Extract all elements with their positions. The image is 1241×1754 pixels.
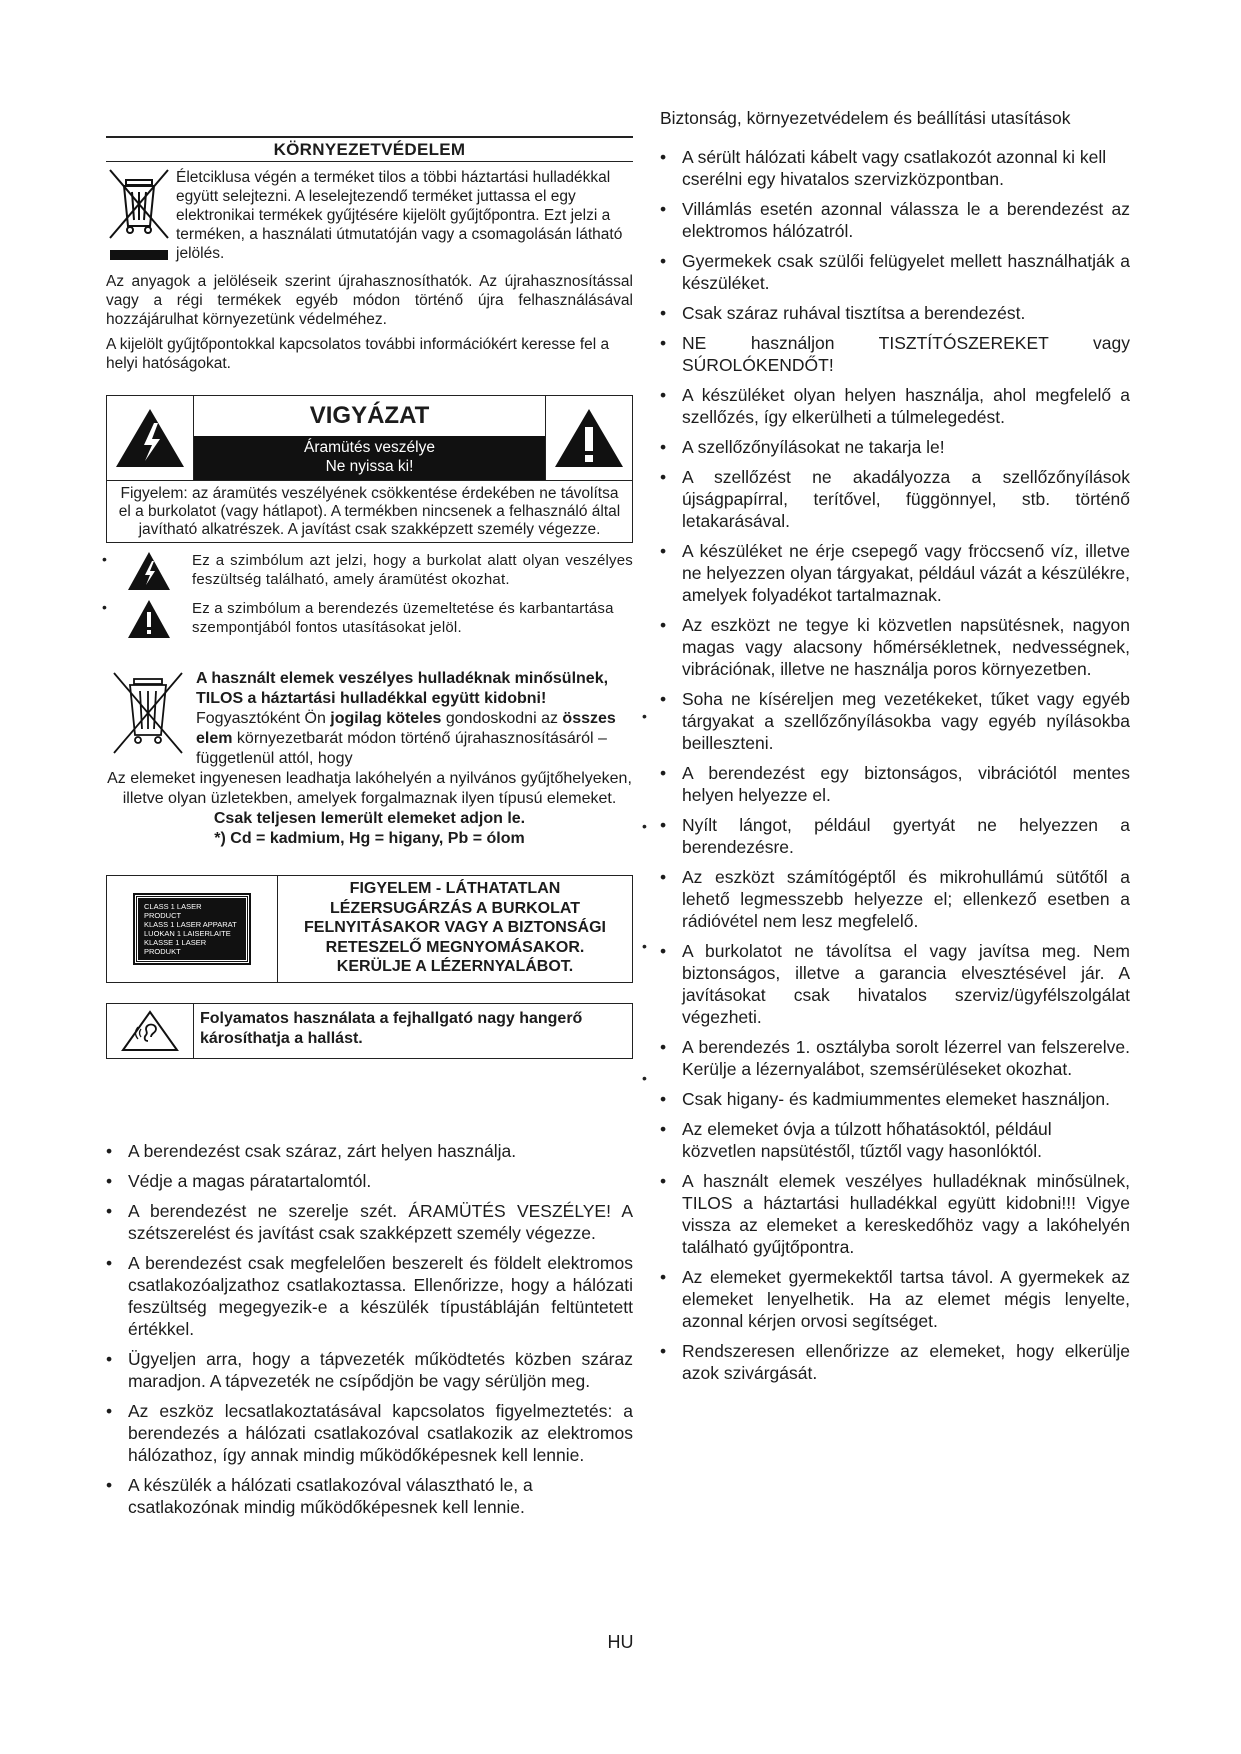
laser-warning-text: FIGYELEM - LÁTHATATLAN LÉZERSUGÁRZÁS A BURKOLAT FELNYITÁSAKOR VAGY A BIZTONSÁGI RETESZELŐ MEGNYOMÁSAKOR. KERÜLJE A LÉZERNYALÁBOT. <box>304 880 606 975</box>
stray-bullet: • <box>642 708 647 724</box>
list-item: • Az eszközt számítógéptől és mikrohullámú sütőtől a lehető legmesszebb helyezze el; ellenkező esetben a rádióvétel nem lesz megfelelő. <box>660 866 1130 932</box>
caution-title: VIGYÁZAT <box>309 402 430 429</box>
list-item: • Csak száraz ruhával tisztítsa a berendezést. <box>660 302 1130 324</box>
left-safety-list <box>106 1140 633 1526</box>
list-item: • A szellőzést ne akadályozza a szellőzőnyílások újságpapírral, terítővel, függönnyel, stb. történő letakarásával. <box>660 466 1130 532</box>
caution-text: Figyelem: az áramütés veszélyének csökkentése érdekében ne távolítsa el a burkolatot (vagy hátlapot). A termékben nincsenek a felhasználó által javítható alkatrészek. A javítást csak szakképzett személy végezze. <box>118 485 621 538</box>
exclamation-symbol-icon <box>106 599 192 639</box>
list-item: • A szellőzőnyílásokat ne takarja le! <box>660 436 1130 458</box>
battery-notice: A használt elemek veszélyes hulladéknak minősülnek, TILOS a háztartási hulladékkal együtt kidobni! Fogyasztóként Ön jogilag köteles gondoskodni az összes elem környezetbarát módon történő újrahasznosításáról – függetlenül attól, hogy Az elemeket ingyenesen leadhatja lakóhelyén a nyilvános gyűjtőhelyeken, illetve olyan üzletekben, amelyek forgalmaznak ilyen típusú elemeket. Csak teljesen lemerült elemeket adjon le. *) Cd = kadmium, Hg = higany, Pb = ólom <box>107 670 632 847</box>
list-item: • Soha ne kíséreljen meg vezetékeket, tűket vagy egyéb tárgyakat a szellőzőnyílásokba vagy egyéb nyílásokba beilleszteni. <box>660 688 1130 754</box>
list-item: • A burkolatot ne távolítsa el vagy javítsa meg. Nem biztonságos, illetve a garancia elvesztésével jár. A javításokat csak hivatalos szerviz/ügyfélszolgálat végezheti. <box>660 940 1130 1028</box>
list-item: • Az elemeket gyermekektől tartsa távol. A gyermekek az elemeket lenyelhetik. Ha az elemet mégis lenyelte, azonnal kérjen orvosi segítséget. <box>660 1266 1130 1332</box>
authority-text: A kijelölt gyűjtőpontokkal kapcsolatos további információkért keresse fel a helyi hatóságokat. <box>106 336 610 372</box>
battery-only-empty: Csak teljesen lemerült elemeket adjon le. <box>213 810 526 827</box>
page-language-code: HU <box>607 1632 634 1652</box>
list-item: • Az elemeket óvja a túlzott hőhatásoktól, például közvetlen napsütéstől, tűztől vagy hasonlóktól. <box>660 1118 1130 1162</box>
list-item: • Az eszköz lecsatlakoztatásával kapcsolatos figyelmeztetés: a berendezés a hálózati csatlakozóval csatlakozik az elektromos hálózathoz, így annak mindig működőképesnek kell lennie. <box>106 1400 633 1466</box>
laser-warning-box <box>106 875 633 983</box>
list-item: • A berendezés 1. osztályba sorolt lézerrel van felszerelve. Kerülje a lézernyalábot, szemsérüléseket okozhat. <box>660 1036 1130 1080</box>
caution-sub2: Ne nyissa ki! <box>325 458 414 475</box>
hearing-warning-box <box>106 1003 633 1059</box>
list-item: • NE használjon TISZTÍTÓSZEREKET vagy SÚROLÓKENDŐT! <box>660 332 1130 376</box>
stray-bullet: • <box>642 818 647 834</box>
list-item: • Villámlás esetén azonnal válassza le a berendezést az elektromos hálózatról. <box>660 198 1130 242</box>
crossed-bin-icon <box>106 166 172 267</box>
stray-bullet: • <box>642 938 647 954</box>
list-item: • Rendszeresen ellenőrizze az elemeket, hogy elkerülje azok szivárgását. <box>660 1340 1130 1384</box>
lightning-warning-icon <box>107 396 193 480</box>
hearing-warning-icon <box>107 1004 194 1058</box>
right-title: Biztonság, környezetvédelem és beállítási utasítások <box>660 108 1071 128</box>
weee-text: Életciklusa végén a terméket tilos a többi háztartási hulladékkal együtt selejtezni. A leselejtezendő terméket juttassa el egy elektronikai termékek gyűjtésére kijelölt gyűjtőpontra. Ezt jelzi a terméken, a használati útmutatóján vagy a csomagolásán látható jelölés. <box>176 169 623 262</box>
caution-box <box>106 395 633 543</box>
right-safety-list <box>660 146 1130 1384</box>
hearing-warning-text: Folyamatos használata a fejhallgató nagy hangerő károsíthatja a hallást. <box>200 1010 583 1047</box>
battery-bold1: A használt elemek veszélyes hulladéknak minősülnek, TILOS a háztartási hulladékkal együtt kidobni! <box>196 670 609 707</box>
list-item: • A berendezést csak megfelelően beszerelt és földelt elektromos csatlakozóaljzathoz csatlakoztassa. Ellenőrizze, hogy a hálózati feszültség megegyezik-e a készülék típustábláján feltüntetett értékkel. <box>106 1252 633 1340</box>
symbol1-text: Ez a szimbólum azt jelzi, hogy a burkolat alatt olyan veszélyes feszültség található, amely áramütést okozhat. <box>192 552 633 588</box>
list-item: • A készüléket ne érje csepegő vagy fröccsenő víz, illetve ne helyezzen olyan tárgyakat, például vázát a készülékre, amelyek folyadékot tartalmaznak. <box>660 540 1130 606</box>
list-item: • Nyílt lángot, például gyertyát ne helyezzen a berendezésre. <box>660 814 1130 858</box>
list-item: • A használt elemek veszélyes hulladéknak minősülnek, TILOS a háztartási hulladékkal együtt kidobni!!! Vigye vissza az elemeket a kereskedőhöz vagy a lakóhelyén található gyűjtőpontra. <box>660 1170 1130 1258</box>
list-item: • Ügyeljen arra, hogy a tápvezeték működtetés közben száraz maradjon. A tápvezeték ne csípődjön be vagy sérüljön meg. <box>106 1348 633 1392</box>
battery-return-text: Az elemeket ingyenesen leadhatja lakóhelyén a nyilvános gyűjtőhelyeken, illetve olyan üzletekben, amelyek forgalmaznak ilyen típusú elemeket. <box>107 770 632 807</box>
battery-bin-icon <box>106 669 196 769</box>
symbol-exclamation-row: • Ez a szimbólum a berendezés üzemeltetése és karbantartása szempontjából fontos utasításokat jelöl. <box>106 599 633 639</box>
caution-sub1: Áramütés veszélye <box>304 439 435 456</box>
list-item: • A berendezést egy biztonságos, vibrációtól mentes helyen helyezze el. <box>660 762 1130 806</box>
symbol2-text: Ez a szimbólum a berendezés üzemeltetése és karbantartása szempontjából fontos utasításokat jelöl. <box>192 600 614 636</box>
list-item: • A berendezést csak száraz, zárt helyen használja. <box>106 1140 633 1162</box>
stray-bullet: • <box>642 1070 647 1086</box>
battery-legend: *) Cd = kadmium, Hg = higany, Pb = ólom <box>214 830 525 847</box>
list-item: • A készülék a hálózati csatlakozóval választható le, a csatlakozónak mindig működőképesnek kell lennie. <box>106 1474 633 1518</box>
lightning-symbol-icon <box>106 551 192 591</box>
left-column <box>102 136 633 1059</box>
list-item: • A berendezést ne szerelje szét. ÁRAMÜTÉS VESZÉLYE! A szétszerelést és javítást csak szakképzett személy végezze. <box>106 1200 633 1244</box>
environment-heading: KÖRNYEZETVÉDELEM <box>106 136 633 162</box>
list-item: • A sérült hálózati kábelt vagy csatlakozót azonnal ki kell cserélni egy hivatalos szervizközpontban. <box>660 146 1130 190</box>
list-item: • Védje a magas páratartalomtól. <box>106 1170 633 1192</box>
list-item: • Az eszközt ne tegye ki közvetlen napsütésnek, nagyon magas vagy alacsony hőmérsékletnek, nedvességnek, vibrációnak, illetve ne használja poros környezetben. <box>660 614 1130 680</box>
right-column <box>660 108 1130 1392</box>
symbol-lightning-row: • Ez a szimbólum azt jelzi, hogy a burkolat alatt olyan veszélyes feszültség található, amely áramütést okozhat. <box>106 551 633 591</box>
laser-class-label: CLASS 1 LASER PRODUCT KLASS 1 LASER APPARAT LUOKAN 1 LAISERLAITE KLASSE 1 LASER PRODUKT <box>135 895 249 963</box>
list-item: • Gyermekek csak szülői felügyelet mellett használhatják a készüléket. <box>660 250 1130 294</box>
exclamation-warning-icon <box>546 396 632 480</box>
list-item: • Csak higany- és kadmiummentes elemeket használjon. <box>660 1088 1130 1110</box>
weee-notice <box>106 166 633 267</box>
list-item: • A készüléket olyan helyen használja, ahol megfelelő a szellőzés, így elkerülheti a túlmelegedést. <box>660 384 1130 428</box>
recycling-text: Az anyagok a jelöléseik szerint újrahasznosíthatók. Az újrahasznosítással vagy a régi termékek egyéb módon történő újra felhasználásával hozzájárulhat környezetünk védelméhez. <box>106 273 633 328</box>
